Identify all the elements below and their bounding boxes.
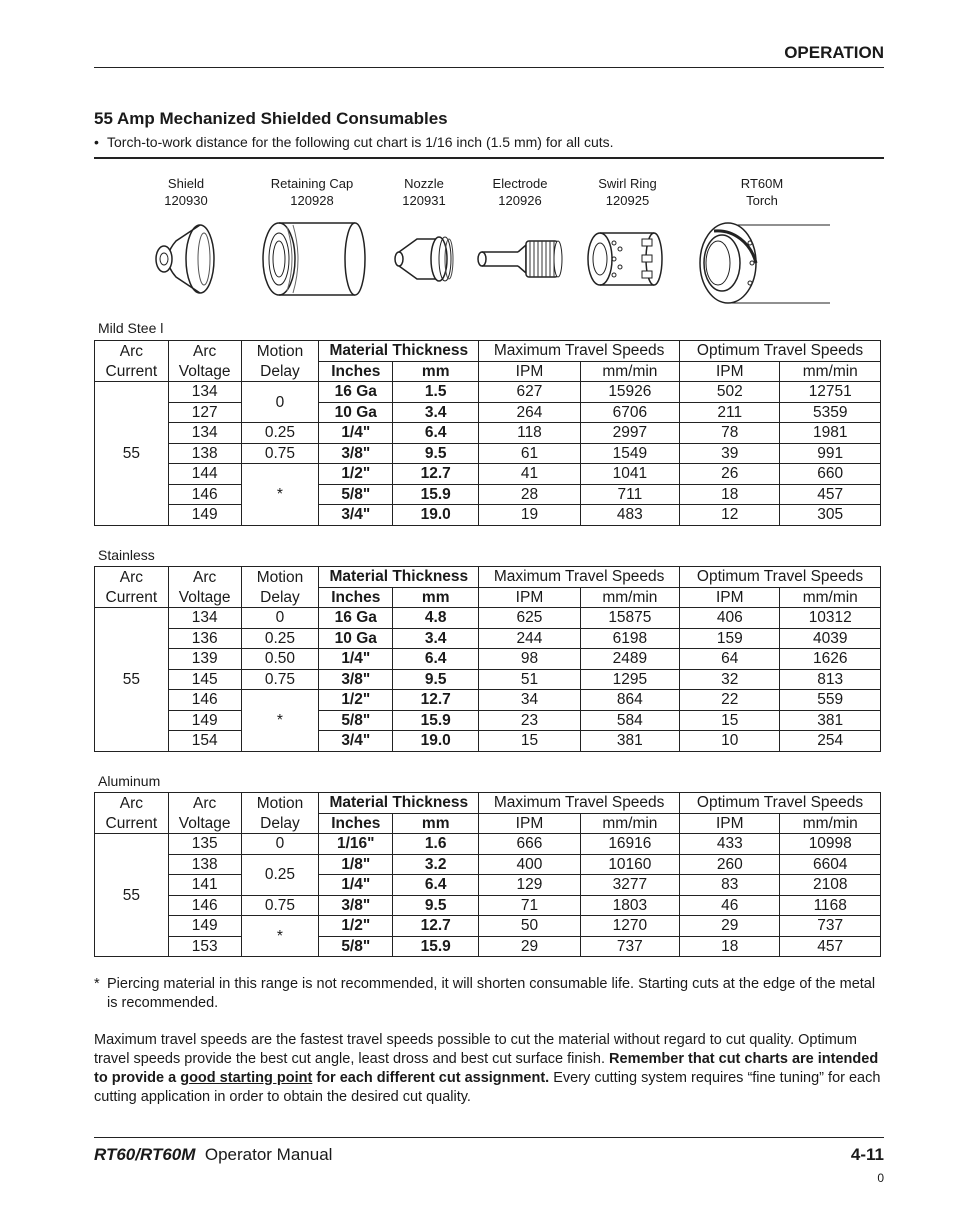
opt-ipm-cell: 46 xyxy=(680,895,780,916)
opt-mm-min-cell: 10998 xyxy=(780,834,881,855)
header-max-speeds: Maximum Travel Speeds xyxy=(479,567,680,588)
opt-ipm-cell: 15 xyxy=(680,710,780,731)
max-ipm-cell: 98 xyxy=(479,649,580,670)
table-row xyxy=(95,916,881,937)
max-mm-min-cell: 1270 xyxy=(580,916,679,937)
max-mm-min-cell: 15926 xyxy=(580,382,679,403)
thickness-inches-cell: 5/8" xyxy=(319,936,393,957)
header-opt-speeds: Optimum Travel Speeds xyxy=(680,567,881,588)
max-ipm-cell: 118 xyxy=(479,423,580,444)
opt-mm-min-cell: 254 xyxy=(780,731,881,752)
consumable-parts xyxy=(94,175,884,315)
thickness-inches-cell: 5/8" xyxy=(319,484,393,505)
max-ipm-cell: 244 xyxy=(479,628,580,649)
thickness-mm-cell: 6.4 xyxy=(393,875,479,896)
table-caption-stainless: Stainless xyxy=(98,547,155,563)
thickness-inches-cell: 1/2" xyxy=(319,464,393,485)
opt-ipm-cell: 39 xyxy=(680,443,780,464)
thickness-mm-cell: 4.8 xyxy=(393,608,479,629)
header-mm-min: mm/min xyxy=(580,361,679,382)
thickness-inches-cell: 1/4" xyxy=(319,875,393,896)
max-mm-min-cell: 16916 xyxy=(580,834,679,855)
section-header: OPERATION xyxy=(784,43,884,62)
arc-voltage-cell: 153 xyxy=(168,936,241,957)
motion-delay-cell: 0.75 xyxy=(241,895,319,916)
opt-mm-min-cell: 457 xyxy=(780,936,881,957)
header-current: Current xyxy=(95,361,169,382)
opt-ipm-cell: 12 xyxy=(680,505,780,526)
arc-voltage-cell: 141 xyxy=(168,875,241,896)
thickness-inches-cell: 1/2" xyxy=(319,690,393,711)
max-mm-min-cell: 10160 xyxy=(580,854,679,875)
max-mm-min-cell: 483 xyxy=(580,505,679,526)
header-delay: Delay xyxy=(241,361,319,382)
max-ipm-cell: 129 xyxy=(479,875,580,896)
table-caption-aluminum: Aluminum xyxy=(98,773,161,789)
thickness-mm-cell: 6.4 xyxy=(393,649,479,670)
speed-explanation: Maximum travel speeds are the fastest travel speeds possible to cut the material without regard to cut quality. Optimum travel speeds provide the best cut angle, least dross and best cut surface finish. Remember that cut charts are intended to provide a good starting point for each different cut assignment. Every cutting system requires “fine tuning” for each cutting application in order to obtain the desired cut quality. xyxy=(94,1032,881,1105)
header-arc: Arc xyxy=(95,341,169,362)
header-ipm: IPM xyxy=(680,813,780,834)
header-row xyxy=(95,813,881,834)
footer-mark: 0 xyxy=(877,1171,884,1185)
header-ipm: IPM xyxy=(680,587,780,608)
header-arc: Arc xyxy=(168,567,241,588)
max-mm-min-cell: 737 xyxy=(580,936,679,957)
motion-delay-cell: 0 xyxy=(241,834,319,855)
opt-mm-min-cell: 813 xyxy=(780,669,881,690)
arc-voltage-cell: 154 xyxy=(168,731,241,752)
arc-voltage-cell: 146 xyxy=(168,484,241,505)
thickness-mm-cell: 19.0 xyxy=(393,731,479,752)
opt-mm-min-cell: 2108 xyxy=(780,875,881,896)
piercing-note: * Piercing material in this range is not recommended, it will shorten consumable life. Starting cuts at the edge of the metal is recommended. xyxy=(94,976,876,1011)
motion-delay-cell: * xyxy=(241,464,319,526)
opt-ipm-cell: 26 xyxy=(680,464,780,485)
max-mm-min-cell: 1549 xyxy=(580,443,679,464)
page-number: 4-11 xyxy=(850,1145,884,1164)
header-arc: Arc xyxy=(168,341,241,362)
cut-chart-stainless xyxy=(94,566,881,752)
thickness-mm-cell: 9.5 xyxy=(393,895,479,916)
arc-voltage-cell: 145 xyxy=(168,669,241,690)
header-mm-min: mm/min xyxy=(580,813,679,834)
max-ipm-cell: 61 xyxy=(479,443,580,464)
thickness-mm-cell: 12.7 xyxy=(393,464,479,485)
opt-mm-min-cell: 991 xyxy=(780,443,881,464)
arc-voltage-cell: 134 xyxy=(168,382,241,403)
arc-voltage-cell: 136 xyxy=(168,628,241,649)
part-torch: RT60M Torch xyxy=(692,175,832,309)
max-ipm-cell: 71 xyxy=(479,895,580,916)
thickness-inches-cell: 1/2" xyxy=(319,916,393,937)
arc-voltage-cell: 146 xyxy=(168,690,241,711)
part-electrode: Electrode 120926 xyxy=(474,175,566,299)
header-max-speeds: Maximum Travel Speeds xyxy=(479,793,680,814)
header-arc: Arc xyxy=(95,567,169,588)
motion-delay-cell: 0.25 xyxy=(241,854,319,895)
footer-rule xyxy=(94,1137,884,1138)
opt-mm-min-cell: 5359 xyxy=(780,402,881,423)
opt-mm-min-cell: 660 xyxy=(780,464,881,485)
max-mm-min-cell: 15875 xyxy=(580,608,679,629)
thickness-inches-cell: 1/8" xyxy=(319,854,393,875)
header-max-speeds: Maximum Travel Speeds xyxy=(479,341,680,362)
header-mm: mm xyxy=(393,361,479,382)
arc-voltage-cell: 138 xyxy=(168,443,241,464)
thickness-mm-cell: 1.6 xyxy=(393,834,479,855)
table-row xyxy=(95,628,881,649)
arc-voltage-cell: 139 xyxy=(168,649,241,670)
thickness-inches-cell: 3/4" xyxy=(319,731,393,752)
header-motion: Motion xyxy=(241,567,319,588)
arc-voltage-cell: 149 xyxy=(168,505,241,526)
table-caption-mild-steel: Mild Stee l xyxy=(98,320,164,336)
header-mm-min: mm/min xyxy=(780,587,881,608)
thickness-inches-cell: 3/8" xyxy=(319,443,393,464)
electrode-icon xyxy=(474,219,569,299)
arc-current-cell: 55 xyxy=(95,834,169,957)
opt-mm-min-cell: 737 xyxy=(780,916,881,937)
header-current: Current xyxy=(95,813,169,834)
max-ipm-cell: 15 xyxy=(479,731,580,752)
max-ipm-cell: 400 xyxy=(479,854,580,875)
table-row xyxy=(95,669,881,690)
table-row xyxy=(95,382,881,403)
thickness-inches-cell: 1/4" xyxy=(319,423,393,444)
opt-mm-min-cell: 1168 xyxy=(780,895,881,916)
opt-ipm-cell: 22 xyxy=(680,690,780,711)
thickness-mm-cell: 19.0 xyxy=(393,505,479,526)
thickness-inches-cell: 5/8" xyxy=(319,710,393,731)
opt-ipm-cell: 260 xyxy=(680,854,780,875)
max-ipm-cell: 19 xyxy=(479,505,580,526)
header-current: Current xyxy=(95,587,169,608)
table-row xyxy=(95,443,881,464)
thickness-inches-cell: 16 Ga xyxy=(319,608,393,629)
thickness-mm-cell: 9.5 xyxy=(393,443,479,464)
motion-delay-cell: 0.25 xyxy=(241,423,319,444)
motion-delay-cell: 0.50 xyxy=(241,649,319,670)
opt-mm-min-cell: 305 xyxy=(780,505,881,526)
header-ipm: IPM xyxy=(479,361,580,382)
motion-delay-cell: 0.75 xyxy=(241,669,319,690)
thickness-inches-cell: 10 Ga xyxy=(319,402,393,423)
opt-mm-min-cell: 457 xyxy=(780,484,881,505)
opt-mm-min-cell: 4039 xyxy=(780,628,881,649)
max-ipm-cell: 28 xyxy=(479,484,580,505)
opt-mm-min-cell: 6604 xyxy=(780,854,881,875)
arc-voltage-cell: 149 xyxy=(168,916,241,937)
header-inches: Inches xyxy=(319,587,393,608)
arc-current-cell: 55 xyxy=(95,382,169,526)
max-mm-min-cell: 711 xyxy=(580,484,679,505)
thickness-inches-cell: 3/8" xyxy=(319,895,393,916)
table-row xyxy=(95,710,881,731)
thickness-mm-cell: 3.2 xyxy=(393,854,479,875)
header-mm: mm xyxy=(393,813,479,834)
header-mm-min: mm/min xyxy=(780,361,881,382)
swirl-ring-icon xyxy=(580,219,675,299)
max-ipm-cell: 51 xyxy=(479,669,580,690)
header-row xyxy=(95,341,881,362)
header-ipm: IPM xyxy=(479,587,580,608)
table-row xyxy=(95,731,881,752)
arc-voltage-cell: 127 xyxy=(168,402,241,423)
opt-ipm-cell: 29 xyxy=(680,916,780,937)
header-arc: Arc xyxy=(168,793,241,814)
header-material-thickness: Material Thickness xyxy=(319,793,479,814)
header-ipm: IPM xyxy=(479,813,580,834)
motion-delay-cell: 0.25 xyxy=(241,628,319,649)
max-mm-min-cell: 6198 xyxy=(580,628,679,649)
max-mm-min-cell: 6706 xyxy=(580,402,679,423)
max-mm-min-cell: 584 xyxy=(580,710,679,731)
opt-ipm-cell: 64 xyxy=(680,649,780,670)
opt-mm-min-cell: 12751 xyxy=(780,382,881,403)
motion-delay-cell: 0 xyxy=(241,382,319,423)
motion-delay-cell: 0 xyxy=(241,608,319,629)
header-voltage: Voltage xyxy=(168,587,241,608)
page-title: 55 Amp Mechanized Shielded Consumables xyxy=(94,109,448,128)
opt-ipm-cell: 18 xyxy=(680,484,780,505)
table-row xyxy=(95,423,881,444)
max-ipm-cell: 627 xyxy=(479,382,580,403)
motion-delay-cell: 0.75 xyxy=(241,443,319,464)
thickness-mm-cell: 15.9 xyxy=(393,710,479,731)
header-ipm: IPM xyxy=(680,361,780,382)
thickness-mm-cell: 15.9 xyxy=(393,484,479,505)
header-delay: Delay xyxy=(241,587,319,608)
max-ipm-cell: 23 xyxy=(479,710,580,731)
opt-ipm-cell: 18 xyxy=(680,936,780,957)
header-rule xyxy=(94,67,884,68)
header-arc: Arc xyxy=(95,793,169,814)
arc-voltage-cell: 134 xyxy=(168,608,241,629)
motion-delay-cell: * xyxy=(241,690,319,752)
table-row xyxy=(95,484,881,505)
max-ipm-cell: 34 xyxy=(479,690,580,711)
title-rule xyxy=(94,157,884,159)
table-row xyxy=(95,505,881,526)
max-mm-min-cell: 3277 xyxy=(580,875,679,896)
max-mm-min-cell: 1041 xyxy=(580,464,679,485)
max-mm-min-cell: 1295 xyxy=(580,669,679,690)
torch-icon xyxy=(692,219,832,309)
header-motion: Motion xyxy=(241,341,319,362)
part-retaining-cap: Retaining Cap 120928 xyxy=(257,175,367,299)
opt-ipm-cell: 211 xyxy=(680,402,780,423)
table-row xyxy=(95,895,881,916)
arc-voltage-cell: 149 xyxy=(168,710,241,731)
header-mm: mm xyxy=(393,587,479,608)
thickness-inches-cell: 3/8" xyxy=(319,669,393,690)
shield-icon xyxy=(146,219,226,299)
table-row xyxy=(95,854,881,875)
header-motion: Motion xyxy=(241,793,319,814)
part-nozzle: Nozzle 120931 xyxy=(389,175,459,299)
thickness-mm-cell: 12.7 xyxy=(393,916,479,937)
header-mm-min: mm/min xyxy=(780,813,881,834)
header-material-thickness: Material Thickness xyxy=(319,567,479,588)
header-voltage: Voltage xyxy=(168,361,241,382)
max-ipm-cell: 29 xyxy=(479,936,580,957)
header-opt-speeds: Optimum Travel Speeds xyxy=(680,341,881,362)
thickness-inches-cell: 1/16" xyxy=(319,834,393,855)
arc-voltage-cell: 144 xyxy=(168,464,241,485)
opt-ipm-cell: 78 xyxy=(680,423,780,444)
arc-voltage-cell: 135 xyxy=(168,834,241,855)
table-row xyxy=(95,875,881,896)
opt-mm-min-cell: 381 xyxy=(780,710,881,731)
table-row xyxy=(95,834,881,855)
max-mm-min-cell: 381 xyxy=(580,731,679,752)
max-ipm-cell: 41 xyxy=(479,464,580,485)
thickness-mm-cell: 15.9 xyxy=(393,936,479,957)
opt-ipm-cell: 502 xyxy=(680,382,780,403)
retaining-cap-icon xyxy=(257,219,377,299)
arc-current-cell: 55 xyxy=(95,608,169,752)
cut-chart-aluminum xyxy=(94,792,881,957)
thickness-mm-cell: 3.4 xyxy=(393,402,479,423)
header-voltage: Voltage xyxy=(168,813,241,834)
arc-voltage-cell: 138 xyxy=(168,854,241,875)
max-mm-min-cell: 1803 xyxy=(580,895,679,916)
arc-voltage-cell: 134 xyxy=(168,423,241,444)
max-ipm-cell: 50 xyxy=(479,916,580,937)
footer-manual-title: RT60/RT60M Operator Manual xyxy=(94,1145,333,1164)
header-row xyxy=(95,567,881,588)
opt-ipm-cell: 10 xyxy=(680,731,780,752)
table-row xyxy=(95,402,881,423)
opt-mm-min-cell: 10312 xyxy=(780,608,881,629)
header-inches: Inches xyxy=(319,361,393,382)
part-shield: Shield 120930 xyxy=(136,175,236,299)
max-ipm-cell: 666 xyxy=(479,834,580,855)
table-row xyxy=(95,936,881,957)
max-mm-min-cell: 2997 xyxy=(580,423,679,444)
thickness-inches-cell: 3/4" xyxy=(319,505,393,526)
opt-ipm-cell: 32 xyxy=(680,669,780,690)
header-row xyxy=(95,361,881,382)
thickness-inches-cell: 1/4" xyxy=(319,649,393,670)
header-mm-min: mm/min xyxy=(580,587,679,608)
thickness-mm-cell: 12.7 xyxy=(393,690,479,711)
opt-ipm-cell: 159 xyxy=(680,628,780,649)
thickness-mm-cell: 1.5 xyxy=(393,382,479,403)
header-row xyxy=(95,793,881,814)
thickness-inches-cell: 10 Ga xyxy=(319,628,393,649)
header-row xyxy=(95,587,881,608)
table-row xyxy=(95,690,881,711)
motion-delay-cell: * xyxy=(241,916,319,957)
thickness-mm-cell: 9.5 xyxy=(393,669,479,690)
opt-mm-min-cell: 1626 xyxy=(780,649,881,670)
thickness-mm-cell: 3.4 xyxy=(393,628,479,649)
cut-chart-mild-steel xyxy=(94,340,881,526)
header-delay: Delay xyxy=(241,813,319,834)
thickness-mm-cell: 6.4 xyxy=(393,423,479,444)
opt-ipm-cell: 406 xyxy=(680,608,780,629)
opt-mm-min-cell: 559 xyxy=(780,690,881,711)
opt-ipm-cell: 433 xyxy=(680,834,780,855)
max-ipm-cell: 264 xyxy=(479,402,580,423)
max-ipm-cell: 625 xyxy=(479,608,580,629)
table-row xyxy=(95,608,881,629)
max-mm-min-cell: 2489 xyxy=(580,649,679,670)
header-inches: Inches xyxy=(319,813,393,834)
bullet-note: • Torch-to-work distance for the following cut chart is 1/16 inch (1.5 mm) for all cuts. xyxy=(94,134,614,150)
table-row xyxy=(95,649,881,670)
nozzle-icon xyxy=(389,219,459,299)
arc-voltage-cell: 146 xyxy=(168,895,241,916)
table-row xyxy=(95,464,881,485)
header-opt-speeds: Optimum Travel Speeds xyxy=(680,793,881,814)
opt-mm-min-cell: 1981 xyxy=(780,423,881,444)
opt-ipm-cell: 83 xyxy=(680,875,780,896)
header-material-thickness: Material Thickness xyxy=(319,341,479,362)
thickness-inches-cell: 16 Ga xyxy=(319,382,393,403)
part-swirl-ring: Swirl Ring 120925 xyxy=(580,175,675,299)
max-mm-min-cell: 864 xyxy=(580,690,679,711)
